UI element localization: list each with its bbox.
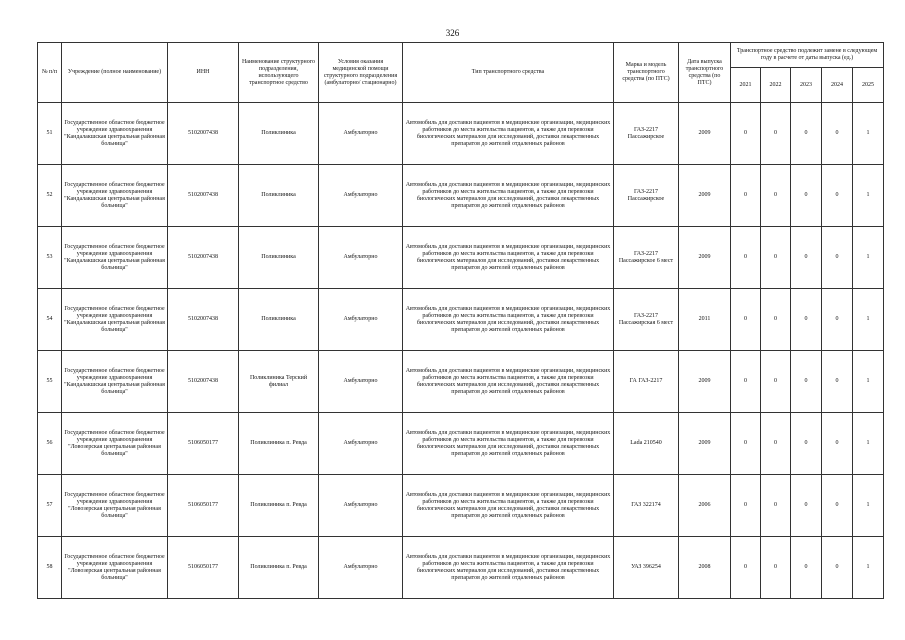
cell-year-2022: 0 xyxy=(761,103,791,165)
cell-year-2023: 0 xyxy=(791,475,822,537)
cell-brand-model: ГА ГАЗ-2217 xyxy=(614,351,679,413)
cell-subdivision: Поликлиника xyxy=(239,103,319,165)
cell-year-2021: 0 xyxy=(731,103,761,165)
cell-year-2021: 0 xyxy=(731,289,761,351)
header-conditions: Условия оказания медицинской помощи структурного подразделения (амбулаторно/ стационарно) xyxy=(319,43,403,103)
cell-year-2025: 1 xyxy=(853,351,884,413)
cell-subdivision: Поликлиника xyxy=(239,227,319,289)
cell-release-date: 2008 xyxy=(679,537,731,599)
cell-release-date: 2009 xyxy=(679,413,731,475)
cell-num: 51 xyxy=(38,103,62,165)
cell-institution: Государственное областное бюджетное учреждение здравоохранения "Кандалакшская центральная районная больница" xyxy=(62,227,168,289)
cell-num: 54 xyxy=(38,289,62,351)
cell-year-2024: 0 xyxy=(822,475,853,537)
cell-year-2024: 0 xyxy=(822,289,853,351)
cell-release-date: 2009 xyxy=(679,351,731,413)
cell-year-2022: 0 xyxy=(761,537,791,599)
header-vehicle-type: Тип транспортного средства xyxy=(403,43,614,103)
table-row xyxy=(38,475,884,537)
cell-conditions: Амбулаторно xyxy=(319,537,403,599)
cell-subdivision: Поликлиника п. Ревда xyxy=(239,475,319,537)
cell-institution: Государственное областное бюджетное учреждение здравоохранения "Кандалакшская центральная районная больница" xyxy=(62,103,168,165)
cell-conditions: Амбулаторно xyxy=(319,351,403,413)
cell-year-2025: 1 xyxy=(853,413,884,475)
header-brand-model: Марка и модель транспортного средства (по ПТС) xyxy=(614,43,679,103)
cell-num: 56 xyxy=(38,413,62,475)
cell-year-2022: 0 xyxy=(761,413,791,475)
table-row xyxy=(38,227,884,289)
cell-inn: 5106050177 xyxy=(168,413,239,475)
cell-brand-model: ГАЗ-2217 Пассажирское 6 мест xyxy=(614,227,679,289)
cell-brand-model: ГАЗ-2217 Пассажирское xyxy=(614,103,679,165)
cell-release-date: 2011 xyxy=(679,289,731,351)
cell-conditions: Амбулаторно xyxy=(319,289,403,351)
cell-vehicle-type: Автомобиль для доставки пациентов в медицинские организации, медицинских работников до места жительства пациентов, а также для перевозки биологических материалов для исследований, доставки лекарственных препаратов до жителей отдаленных районов xyxy=(403,103,614,165)
header-num: № п/п xyxy=(38,43,62,103)
cell-year-2025: 1 xyxy=(853,475,884,537)
header-institution: Учреждение (полное наименование) xyxy=(62,43,168,103)
header-release-date: Дата выпуска транспортного средства (по ПТС) xyxy=(679,43,731,103)
cell-year-2024: 0 xyxy=(822,351,853,413)
cell-year-2025: 1 xyxy=(853,537,884,599)
cell-year-2025: 1 xyxy=(853,227,884,289)
cell-subdivision: Поликлиника п. Ревда xyxy=(239,537,319,599)
cell-year-2024: 0 xyxy=(822,537,853,599)
header-year: 2025 xyxy=(853,68,884,103)
cell-year-2025: 1 xyxy=(853,165,884,227)
cell-vehicle-type: Автомобиль для доставки пациентов в медицинские организации, медицинских работников до места жительства пациентов, а также для перевозки биологических материалов для исследований, доставки лекарственных препаратов до жителей отдаленных районов xyxy=(403,165,614,227)
cell-year-2024: 0 xyxy=(822,227,853,289)
table-row xyxy=(38,289,884,351)
cell-institution: Государственное областное бюджетное учреждение здравоохранения "Ловозерская центральная районная больница" xyxy=(62,413,168,475)
header-year: 2024 xyxy=(822,68,853,103)
table-row xyxy=(38,413,884,475)
cell-year-2024: 0 xyxy=(822,103,853,165)
cell-inn: 5102007438 xyxy=(168,289,239,351)
cell-release-date: 2009 xyxy=(679,103,731,165)
cell-release-date: 2009 xyxy=(679,165,731,227)
cell-num: 52 xyxy=(38,165,62,227)
vehicle-replacement-table xyxy=(37,42,884,599)
cell-brand-model: ГАЗ-2217 Пассажирское xyxy=(614,165,679,227)
cell-conditions: Амбулаторно xyxy=(319,227,403,289)
cell-conditions: Амбулаторно xyxy=(319,475,403,537)
cell-vehicle-type: Автомобиль для доставки пациентов в медицинские организации, медицинских работников до места жительства пациентов, а также для перевозки биологических материалов для исследований, доставки лекарственных препаратов до жителей отдаленных районов xyxy=(403,227,614,289)
cell-brand-model: ГАЗ 322174 xyxy=(614,475,679,537)
cell-num: 57 xyxy=(38,475,62,537)
cell-year-2024: 0 xyxy=(822,165,853,227)
cell-subdivision: Поликлиника xyxy=(239,165,319,227)
cell-year-2024: 0 xyxy=(822,413,853,475)
cell-inn: 5106050177 xyxy=(168,537,239,599)
cell-num: 55 xyxy=(38,351,62,413)
cell-release-date: 2009 xyxy=(679,227,731,289)
cell-institution: Государственное областное бюджетное учреждение здравоохранения "Кандалакшская центральная районная больница" xyxy=(62,165,168,227)
header-year: 2021 xyxy=(731,68,761,103)
cell-conditions: Амбулаторно xyxy=(319,413,403,475)
cell-year-2022: 0 xyxy=(761,227,791,289)
table-row xyxy=(38,537,884,599)
cell-year-2022: 0 xyxy=(761,351,791,413)
cell-year-2021: 0 xyxy=(731,351,761,413)
cell-inn: 5102007438 xyxy=(168,227,239,289)
cell-subdivision: Поликлиника п. Ревда xyxy=(239,413,319,475)
cell-institution: Государственное областное бюджетное учреждение здравоохранения "Кандалакшская центральная районная больница" xyxy=(62,289,168,351)
cell-year-2023: 0 xyxy=(791,289,822,351)
cell-year-2023: 0 xyxy=(791,413,822,475)
cell-vehicle-type: Автомобиль для доставки пациентов в медицинские организации, медицинских работников до места жительства пациентов, а также для перевозки биологических материалов для исследований, доставки лекарственных препаратов до жителей отдаленных районов xyxy=(403,351,614,413)
cell-year-2021: 0 xyxy=(731,475,761,537)
cell-inn: 5102007438 xyxy=(168,103,239,165)
cell-institution: Государственное областное бюджетное учреждение здравоохранения "Ловозерская центральная районная больница" xyxy=(62,537,168,599)
cell-num: 58 xyxy=(38,537,62,599)
cell-year-2021: 0 xyxy=(731,537,761,599)
header-subdivision: Наименование структурного подразделения, использующего транспортное средство xyxy=(239,43,319,103)
table-row xyxy=(38,351,884,413)
cell-inn: 5106050177 xyxy=(168,475,239,537)
header-inn: ИНН xyxy=(168,43,239,103)
cell-release-date: 2006 xyxy=(679,475,731,537)
cell-subdivision: Поликлиника xyxy=(239,289,319,351)
header-replacement-group: Транспортное средство подлежит замене в следующем году в расчете от даты выпуска (ед.) xyxy=(731,43,884,68)
cell-year-2023: 0 xyxy=(791,227,822,289)
cell-vehicle-type: Автомобиль для доставки пациентов в медицинские организации, медицинских работников до места жительства пациентов, а также для перевозки биологических материалов для исследований, доставки лекарственных препаратов до жителей отдаленных районов xyxy=(403,413,614,475)
cell-subdivision: Поликлиника Терский филиал xyxy=(239,351,319,413)
cell-year-2021: 0 xyxy=(731,165,761,227)
cell-conditions: Амбулаторно xyxy=(319,103,403,165)
cell-year-2022: 0 xyxy=(761,475,791,537)
cell-year-2021: 0 xyxy=(731,227,761,289)
table-row xyxy=(38,165,884,227)
cell-brand-model: Lada 210540 xyxy=(614,413,679,475)
cell-year-2025: 1 xyxy=(853,103,884,165)
cell-year-2023: 0 xyxy=(791,351,822,413)
table-row xyxy=(38,103,884,165)
cell-year-2023: 0 xyxy=(791,537,822,599)
cell-year-2022: 0 xyxy=(761,289,791,351)
table-body xyxy=(38,103,884,599)
cell-conditions: Амбулаторно xyxy=(319,165,403,227)
cell-institution: Государственное областное бюджетное учреждение здравоохранения "Кандалакшская центральная районная больница" xyxy=(62,351,168,413)
cell-year-2022: 0 xyxy=(761,165,791,227)
cell-brand-model: ГАЗ-2217 Пассажирская 6 мест xyxy=(614,289,679,351)
cell-year-2021: 0 xyxy=(731,413,761,475)
header-year: 2023 xyxy=(791,68,822,103)
cell-inn: 5102007438 xyxy=(168,351,239,413)
page-number: 326 xyxy=(445,28,460,38)
cell-vehicle-type: Автомобиль для доставки пациентов в медицинские организации, медицинских работников до места жительства пациентов, а также для перевозки биологических материалов для исследований, доставки лекарственных препаратов до жителей отдаленных районов xyxy=(403,475,614,537)
cell-inn: 5102007438 xyxy=(168,165,239,227)
cell-vehicle-type: Автомобиль для доставки пациентов в медицинские организации, медицинских работников до места жительства пациентов, а также для перевозки биологических материалов для исследований, доставки лекарственных препаратов до жителей отдаленных районов xyxy=(403,537,614,599)
header-year: 2022 xyxy=(761,68,791,103)
cell-institution: Государственное областное бюджетное учреждение здравоохранения "Ловозерская центральная районная больница" xyxy=(62,475,168,537)
cell-brand-model: УАЗ 396254 xyxy=(614,537,679,599)
cell-year-2023: 0 xyxy=(791,165,822,227)
table-header xyxy=(38,43,884,103)
cell-vehicle-type: Автомобиль для доставки пациентов в медицинские организации, медицинских работников до места жительства пациентов, а также для перевозки биологических материалов для исследований, доставки лекарственных препаратов до жителей отдаленных районов xyxy=(403,289,614,351)
cell-num: 53 xyxy=(38,227,62,289)
cell-year-2025: 1 xyxy=(853,289,884,351)
cell-year-2023: 0 xyxy=(791,103,822,165)
